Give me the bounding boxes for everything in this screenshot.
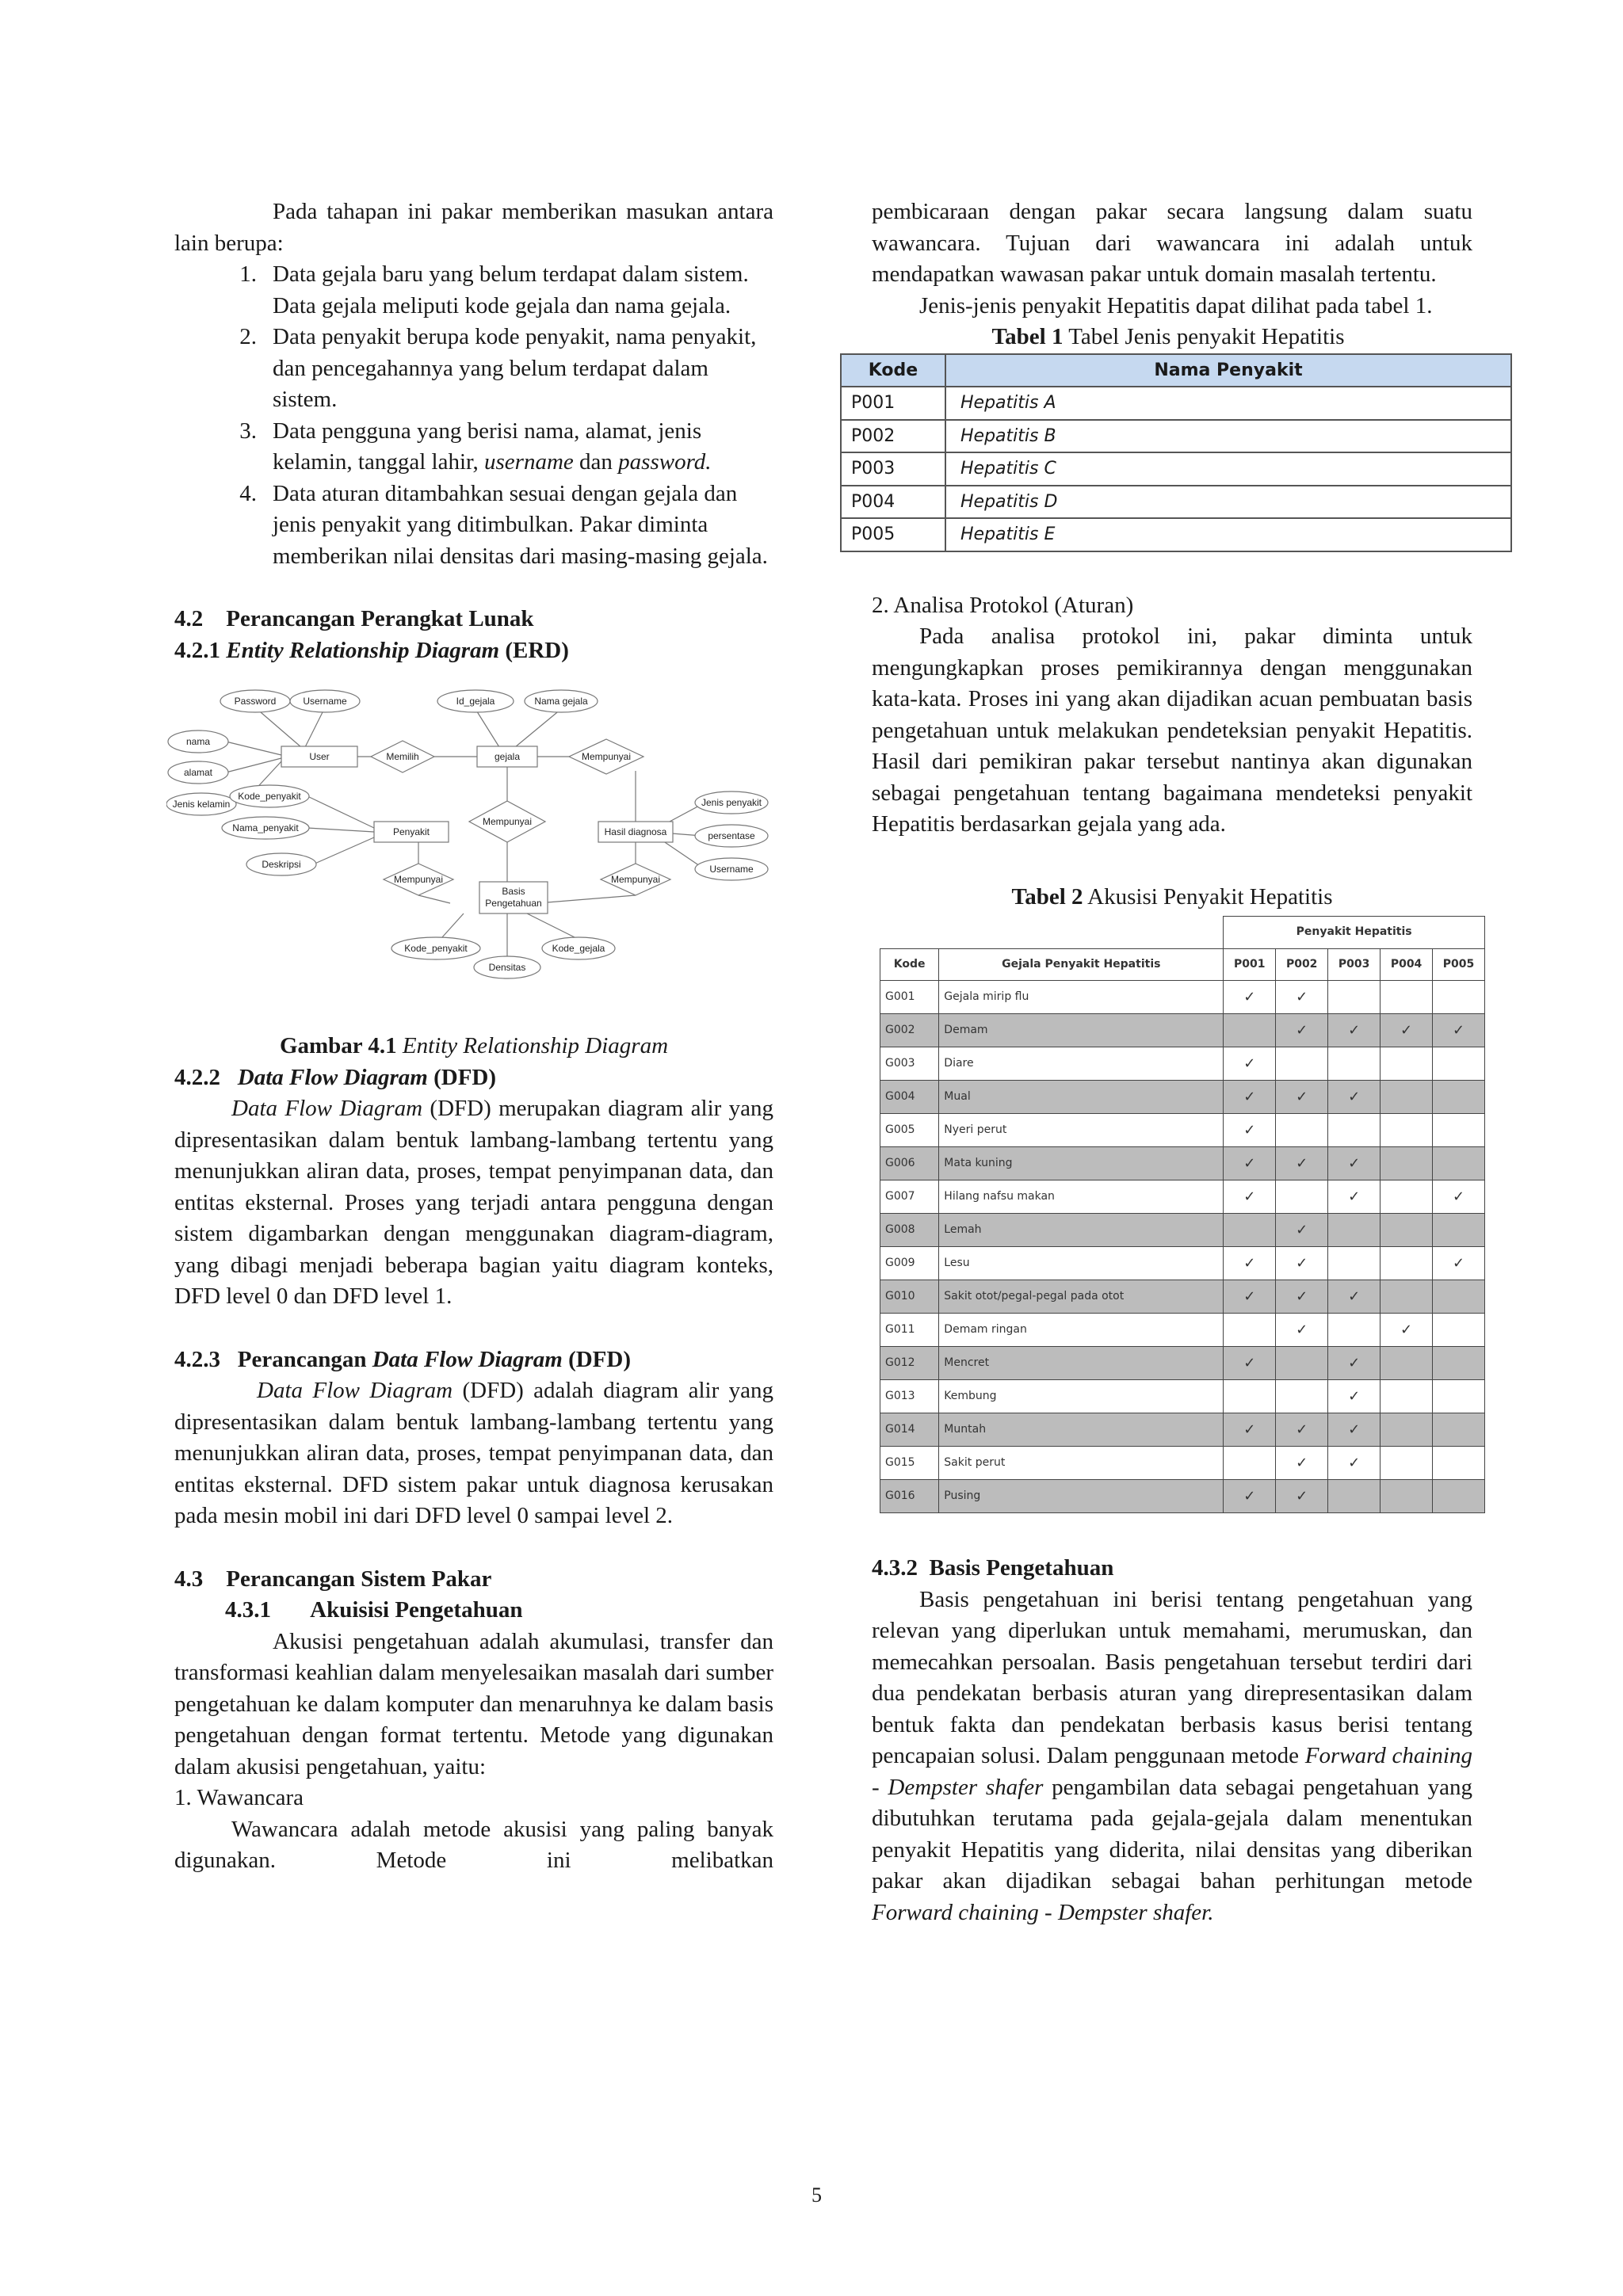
check-cell: ✓ bbox=[1328, 1413, 1381, 1447]
paragraph-dfd-design: Data Flow Diagram (DFD) adalah diagram alir yang dipresentasikan dalam bentuk lambang-lambang tertentu yang menunjukkan aliran data, proses, tempat penyimpanan data, dan entitas eksternal. DFD sistem pakar untuk diagnosa kerusakan pada mesin mobil ini dari DFD level 0 sampai level 2. bbox=[174, 1378, 773, 1528]
table-header: Nama Penyakit bbox=[945, 354, 1511, 387]
table-header: P005 bbox=[1433, 948, 1485, 981]
check-cell bbox=[1276, 1047, 1328, 1081]
check-cell bbox=[1328, 1247, 1381, 1280]
check-cell bbox=[1381, 1047, 1433, 1081]
table-cell: Hilang nafsu makan bbox=[939, 1180, 1224, 1214]
check-cell: ✓ bbox=[1328, 1147, 1381, 1180]
erd-label: Pengetahuan bbox=[485, 898, 542, 909]
table-row bbox=[880, 1480, 1485, 1513]
check-cell bbox=[1381, 1480, 1433, 1513]
check-cell: ✓ bbox=[1381, 1314, 1433, 1347]
check-cell bbox=[1433, 1480, 1485, 1513]
table-cell: Mata kuning bbox=[939, 1147, 1224, 1180]
table-cell: G012 bbox=[880, 1347, 939, 1380]
table-cell: Diare bbox=[939, 1047, 1224, 1081]
heading-4-3: 4.3 Perancangan Sistem Pakar bbox=[174, 1566, 492, 1592]
heading-4-3-1: 4.3.1 Akuisisi Pengetahuan bbox=[225, 1597, 523, 1623]
table-cell: P002 bbox=[841, 420, 945, 453]
check-cell bbox=[1381, 1413, 1433, 1447]
table-cell: G001 bbox=[880, 981, 939, 1014]
intro-paragraph: Pada tahapan ini pakar memberikan masukan antara lain berupa: bbox=[174, 199, 773, 256]
check-cell: ✓ bbox=[1328, 1380, 1381, 1413]
table2-caption: Tabel 2 Akusisi Penyakit Hepatitis bbox=[1011, 883, 1333, 910]
table-header: P004 bbox=[1381, 948, 1433, 981]
table-cell: G008 bbox=[880, 1214, 939, 1247]
check-cell: ✓ bbox=[1328, 1180, 1381, 1214]
erd-label: Kode_penyakit bbox=[238, 791, 301, 802]
heading-4-2-2: 4.2.2 Data Flow Diagram (DFD) bbox=[174, 1064, 497, 1090]
check-cell bbox=[1433, 1081, 1485, 1114]
table-cell: Mual bbox=[939, 1081, 1224, 1114]
check-cell bbox=[1328, 1314, 1381, 1347]
table-cell: Mencret bbox=[939, 1347, 1224, 1380]
list-item: 1. Data gejala baru yang belum terdapat dalam sistem. Data gejala meliputi kode gejala dan nama gejala. bbox=[239, 261, 749, 318]
erd-label: Densitas bbox=[488, 962, 526, 973]
table-cell: G007 bbox=[880, 1180, 939, 1214]
erd-label: Id_gejala bbox=[456, 696, 495, 707]
check-cell: ✓ bbox=[1328, 1014, 1381, 1047]
paragraph-analisa: Pada analisa protokol ini, pakar diminta untuk mengungkapkan proses pemikirannya dengan menggunakan kata-kata. Proses ini yang akan dijadikan acuan pembuatan basis pengetahuan untuk melakukan pendeteksian penyakit Hepatitis. Hasil dari pemikiran pakar tersebut nantinya akan digunakan sebagai pengetahuan tentang bagaimana mendeteksi penyakit Hepatitis berdasarkan gejala yang ada. bbox=[872, 624, 1472, 837]
check-cell bbox=[1224, 1014, 1276, 1047]
table-cell: Sakit otot/pegal-pegal pada otot bbox=[939, 1280, 1224, 1314]
table-cell: G004 bbox=[880, 1081, 939, 1114]
check-cell bbox=[1433, 1447, 1485, 1480]
check-cell bbox=[1328, 1114, 1381, 1147]
paragraph-akuisisi: Akusisi pengetahuan adalah akumulasi, transfer dan transformasi keahlian dalam menyelesaikan masalah dari sumber pengetahuan ke dalam komputer dan menaruhnya ke dalam basis pengetahuan dengan format tertentu. Metode yang digunakan dalam akusisi pengetahuan, yaitu: bbox=[174, 1628, 773, 1779]
table-cell: Muntah bbox=[939, 1413, 1224, 1447]
erd-label: Mempunyai bbox=[610, 874, 661, 885]
erd-label: Kode_gejala bbox=[552, 943, 605, 954]
table-row bbox=[880, 1347, 1485, 1380]
check-cell: ✓ bbox=[1328, 1280, 1381, 1314]
check-cell bbox=[1433, 1114, 1485, 1147]
check-cell: ✓ bbox=[1276, 1014, 1328, 1047]
erd-label: persentase bbox=[708, 830, 755, 841]
table-jenis-penyakit bbox=[840, 353, 1512, 552]
table-cell: Hepatitis A bbox=[945, 387, 1511, 420]
table-row bbox=[880, 1014, 1485, 1047]
erd-label: Username bbox=[303, 696, 347, 707]
check-cell bbox=[1276, 1380, 1328, 1413]
check-cell: ✓ bbox=[1276, 1314, 1328, 1347]
page-number: 5 bbox=[812, 2183, 822, 2206]
check-cell: ✓ bbox=[1433, 1247, 1485, 1280]
table-cell: Sakit perut bbox=[939, 1447, 1224, 1480]
check-cell bbox=[1224, 1447, 1276, 1480]
table-cell: G014 bbox=[880, 1413, 939, 1447]
check-cell: ✓ bbox=[1276, 981, 1328, 1014]
table-header: P002 bbox=[1276, 948, 1328, 981]
table-cell: Lemah bbox=[939, 1214, 1224, 1247]
check-cell: ✓ bbox=[1328, 1081, 1381, 1114]
check-cell bbox=[1328, 1480, 1381, 1513]
check-cell: ✓ bbox=[1433, 1180, 1485, 1214]
table-row bbox=[841, 452, 1511, 486]
erd-label: Hasil diagnosa bbox=[604, 826, 667, 837]
check-cell bbox=[1433, 1314, 1485, 1347]
table-row bbox=[880, 1247, 1485, 1280]
check-cell bbox=[1433, 1214, 1485, 1247]
heading-4-2-3: 4.2.3 Perancangan Data Flow Diagram (DFD) bbox=[174, 1346, 631, 1372]
table-row bbox=[841, 486, 1511, 519]
table-row bbox=[880, 1114, 1485, 1147]
check-cell: ✓ bbox=[1276, 1413, 1328, 1447]
erd-label: gejala bbox=[494, 751, 521, 762]
table-cell: Demam bbox=[939, 1014, 1224, 1047]
table-cell: P001 bbox=[841, 387, 945, 420]
table-cell: Gejala mirip flu bbox=[939, 981, 1224, 1014]
table-cell: P004 bbox=[841, 486, 945, 519]
table-row bbox=[841, 420, 1511, 453]
paragraph-jenis: Jenis-jenis penyakit Hepatitis dapat dilihat pada tabel 1. bbox=[919, 292, 1433, 318]
check-cell bbox=[1433, 1280, 1485, 1314]
check-cell bbox=[1381, 1147, 1433, 1180]
check-cell: ✓ bbox=[1328, 1347, 1381, 1380]
check-cell bbox=[1381, 1180, 1433, 1214]
erd-label: Memilih bbox=[386, 751, 419, 762]
check-cell: ✓ bbox=[1224, 1147, 1276, 1180]
check-cell bbox=[1433, 1380, 1485, 1413]
check-cell bbox=[1381, 1247, 1433, 1280]
table-cell: G010 bbox=[880, 1280, 939, 1314]
check-cell bbox=[1381, 1214, 1433, 1247]
check-cell: ✓ bbox=[1328, 1447, 1381, 1480]
check-cell: ✓ bbox=[1224, 1480, 1276, 1513]
table-header: Kode bbox=[841, 354, 945, 387]
table-cell: Nyeri perut bbox=[939, 1114, 1224, 1147]
erd-label: Jenis penyakit bbox=[701, 797, 762, 808]
erd-label: Mempunyai bbox=[581, 751, 632, 762]
erd-label: Basis bbox=[502, 886, 525, 897]
heading-4-2: 4.2 Perancangan Perangkat Lunak bbox=[174, 606, 534, 631]
table-cell: P005 bbox=[841, 518, 945, 551]
erd-label: alamat bbox=[183, 767, 213, 778]
table-row bbox=[880, 1314, 1485, 1347]
check-cell bbox=[1381, 1447, 1433, 1480]
erd-diagram bbox=[166, 685, 769, 1026]
table-row bbox=[841, 518, 1511, 551]
heading-4-2-1: 4.2.1 Entity Relationship Diagram (ERD) bbox=[174, 637, 569, 663]
erd-label: Password bbox=[234, 696, 277, 707]
check-cell: ✓ bbox=[1224, 1280, 1276, 1314]
check-cell bbox=[1381, 1280, 1433, 1314]
list-item: 4. Data aturan ditambahkan sesuai dengan gejala dan jenis penyakit yang ditimbulkan. Pakar diminta memberikan nilai densitas dari masing-masing gejala. bbox=[239, 480, 768, 569]
right-column bbox=[851, 196, 1475, 1928]
input-list bbox=[174, 259, 773, 572]
table-cell: G005 bbox=[880, 1114, 939, 1147]
table-cell: P003 bbox=[841, 452, 945, 486]
check-cell: ✓ bbox=[1276, 1147, 1328, 1180]
check-cell: ✓ bbox=[1276, 1480, 1328, 1513]
table-cell: Pusing bbox=[939, 1480, 1224, 1513]
check-cell: ✓ bbox=[1224, 1047, 1276, 1081]
table-cell: Hepatitis C bbox=[945, 452, 1511, 486]
paragraph-wawancara: Wawancara adalah metode akusisi yang paling banyak digunakan. Metode ini melibatkan bbox=[174, 1816, 773, 1873]
erd-label: Penyakit bbox=[392, 826, 430, 837]
erd-label: Nama gejala bbox=[534, 696, 588, 707]
table-row bbox=[880, 1147, 1485, 1180]
erd-label: Mempunyai bbox=[482, 816, 533, 827]
table1-caption: Tabel 1 Tabel Jenis penyakit Hepatitis bbox=[991, 324, 1345, 349]
check-cell: ✓ bbox=[1224, 1247, 1276, 1280]
check-cell bbox=[1276, 1347, 1328, 1380]
erd-label: Kode_penyakit bbox=[404, 943, 468, 954]
check-cell: ✓ bbox=[1224, 1114, 1276, 1147]
table-header: Kode bbox=[880, 948, 939, 981]
table-group-header: Penyakit Hepatitis bbox=[1224, 917, 1485, 949]
table-row bbox=[880, 981, 1485, 1014]
table-cell: Hepatitis D bbox=[945, 486, 1511, 519]
table-header: P003 bbox=[1328, 948, 1381, 981]
table-row bbox=[880, 1380, 1485, 1413]
figure-caption: Gambar 4.1 Entity Relationship Diagram bbox=[279, 1033, 669, 1058]
check-cell bbox=[1381, 1347, 1433, 1380]
erd-label: nama bbox=[185, 736, 211, 747]
check-cell: ✓ bbox=[1224, 1180, 1276, 1214]
check-cell bbox=[1224, 1214, 1276, 1247]
heading-4-3-2: 4.3.2 Basis Pengetahuan bbox=[872, 1555, 1114, 1581]
check-cell: ✓ bbox=[1433, 1014, 1485, 1047]
check-cell: ✓ bbox=[1224, 1081, 1276, 1114]
table-row bbox=[880, 1180, 1485, 1214]
check-cell: ✓ bbox=[1224, 1347, 1276, 1380]
check-cell: ✓ bbox=[1224, 1413, 1276, 1447]
erd-label: Mempunyai bbox=[393, 874, 444, 885]
wawancara-heading: 1. Wawancara bbox=[174, 1785, 304, 1810]
erd-label: Nama_penyakit bbox=[232, 822, 299, 833]
paragraph-wawancara-cont: pembicaraan dengan pakar secara langsung dalam suatu wawancara. Tujuan dari wawancara ini adalah untuk mendapatkan wawasan pakar untuk domain masalah tertentu. bbox=[872, 199, 1472, 287]
table-cell: G016 bbox=[880, 1480, 939, 1513]
table-cell: Hepatitis E bbox=[945, 518, 1511, 551]
table-cell: Hepatitis B bbox=[945, 420, 1511, 453]
check-cell bbox=[1381, 1114, 1433, 1147]
table-cell: G015 bbox=[880, 1447, 939, 1480]
table-cell: G011 bbox=[880, 1314, 939, 1347]
check-cell: ✓ bbox=[1276, 1247, 1328, 1280]
check-cell: ✓ bbox=[1276, 1214, 1328, 1247]
table-row bbox=[880, 1413, 1485, 1447]
table-cell: G002 bbox=[880, 1014, 939, 1047]
check-cell: ✓ bbox=[1276, 1280, 1328, 1314]
check-cell: ✓ bbox=[1224, 981, 1276, 1014]
check-cell bbox=[1276, 1180, 1328, 1214]
paragraph-dfd: Data Flow Diagram (DFD) merupakan diagram alir yang dipresentasikan dalam bentuk lambang-lambang tertentu yang menunjukkan aliran data, proses, tempat penyimpanan data, dan entitas eksternal. Proses yang terjadi antara pengguna dengan sistem digambarkan dengan menggunakan diagram-diagram, yang dibagi menjadi beberapa bagian yaitu diagram konteks, DFD level 0 dan DFD level 1. bbox=[174, 1096, 774, 1309]
check-cell bbox=[1224, 1380, 1276, 1413]
check-cell bbox=[1433, 1047, 1485, 1081]
check-cell: ✓ bbox=[1276, 1447, 1328, 1480]
check-cell bbox=[1433, 1347, 1485, 1380]
erd-label: Jenis kelamin bbox=[172, 799, 231, 810]
erd-label: Username bbox=[709, 864, 754, 875]
table-row bbox=[880, 1047, 1485, 1081]
table-row bbox=[880, 1214, 1485, 1247]
table-row bbox=[880, 1447, 1485, 1480]
check-cell bbox=[1381, 1081, 1433, 1114]
erd-label: User bbox=[309, 751, 330, 762]
check-cell bbox=[1328, 981, 1381, 1014]
table-akuisisi bbox=[880, 916, 1485, 1513]
list-item: 3. Data pengguna yang berisi nama, alamat, jenis kelamin, tanggal lahir, username dan password. bbox=[239, 418, 712, 475]
analisa-heading: 2. Analisa Protokol (Aturan) bbox=[872, 592, 1134, 618]
table-cell: G013 bbox=[880, 1380, 939, 1413]
check-cell bbox=[1276, 1114, 1328, 1147]
left-column bbox=[174, 196, 773, 1877]
table-header: P001 bbox=[1224, 948, 1276, 981]
check-cell bbox=[1328, 1047, 1381, 1081]
table-cell: G006 bbox=[880, 1147, 939, 1180]
table-cell: Lesu bbox=[939, 1247, 1224, 1280]
table-cell: G009 bbox=[880, 1247, 939, 1280]
table-cell: Demam ringan bbox=[939, 1314, 1224, 1347]
table-cell: Kembung bbox=[939, 1380, 1224, 1413]
check-cell bbox=[1433, 981, 1485, 1014]
list-item: 2. Data penyakit berupa kode penyakit, nama penyakit, dan pencegahannya yang belum terdapat dalam sistem. bbox=[239, 324, 757, 412]
check-cell bbox=[1224, 1314, 1276, 1347]
check-cell bbox=[1381, 1380, 1433, 1413]
table-header: Gejala Penyakit Hepatitis bbox=[939, 948, 1224, 981]
check-cell bbox=[1433, 1413, 1485, 1447]
check-cell bbox=[1433, 1147, 1485, 1180]
paragraph-basis: Basis pengetahuan ini berisi tentang pengetahuan yang relevan yang diperlukan untuk memahami, merumuskan, dan memecahkan persoalan. Basis pengetahuan tersebut terdiri dari dua pendekatan berbasis aturan yang direpresentasikan dalam bentuk fakta dan pendekatan berbasis kasus berisi tentang pencapaian solusi. Dalam penggunaan metode Forward chaining - Dempster shafer pengambilan data sebagai pengetahuan yang dibutuhkan terutama pada gejala-gejala dalam menentukan penyakit Hepatitis yang diderita, nilai densitas yang diberikan pakar akan dijadikan sebagai bahan perhitungan metode Forward chaining - Dempster shafer. bbox=[872, 1586, 1472, 1925]
check-cell: ✓ bbox=[1381, 1014, 1433, 1047]
table-cell: G003 bbox=[880, 1047, 939, 1081]
check-cell bbox=[1328, 1214, 1381, 1247]
check-cell: ✓ bbox=[1276, 1081, 1328, 1114]
table-row bbox=[841, 387, 1511, 420]
check-cell bbox=[1381, 981, 1433, 1014]
erd-label: Deskripsi bbox=[262, 859, 301, 870]
table-row bbox=[880, 1081, 1485, 1114]
table-row bbox=[880, 1280, 1485, 1314]
